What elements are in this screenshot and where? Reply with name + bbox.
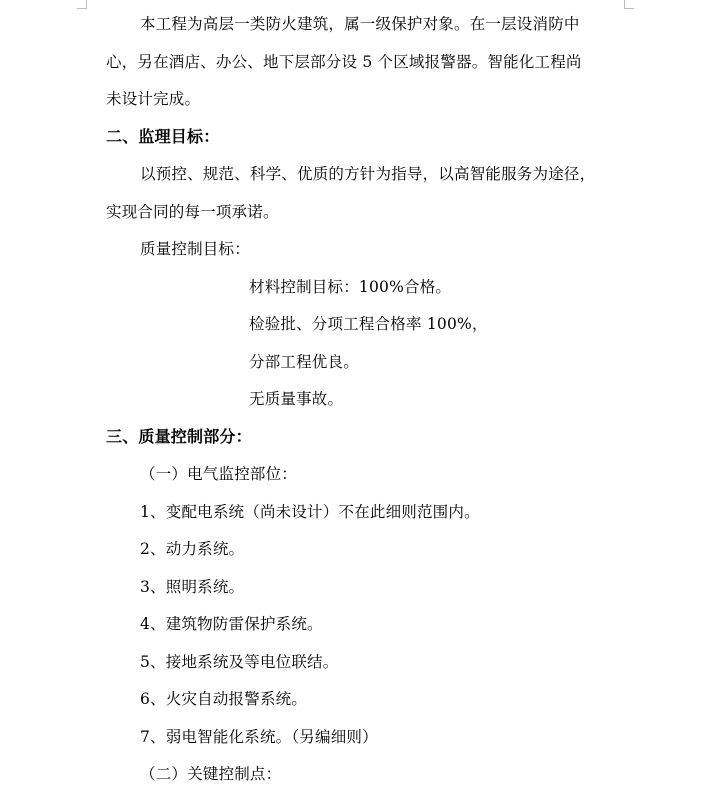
goals-paragraph-line-1: 以预控、规范、科学、优质的方针为指导，以高智能服务为途径， [140, 165, 596, 183]
list-item: 2、动力系统。 [140, 540, 245, 558]
crop-mark-top-right [624, 8, 634, 9]
list-item: 6、火灾自动报警系统。 [140, 690, 308, 708]
goal-item: 材料控制目标：100%合格。 [249, 278, 452, 296]
goals-paragraph-line-2: 实现合同的每一项承诺。 [106, 203, 279, 221]
goal-item: 分部工程优良。 [249, 353, 359, 371]
list-item: 5、接地系统及等电位联结。 [140, 653, 339, 671]
goal-item: 无质量事故。 [249, 390, 344, 408]
intro-line-2: 心，另在酒店、办公、地下层部分设 5 个区域报警器。智能化工程尚 [106, 53, 582, 71]
intro-line-3: 未设计完成。 [106, 90, 201, 108]
quality-goals-label: 质量控制目标： [140, 240, 250, 258]
section-heading-quality-control: 三、质量控制部分： [106, 427, 252, 446]
list-item: 1、变配电系统（尚未设计）不在此细则范围内。 [140, 503, 480, 521]
subsection-key-control-points: （二）关键控制点： [140, 765, 282, 783]
list-item: 3、照明系统。 [140, 578, 245, 596]
crop-mark-top-left [77, 8, 87, 9]
goal-item: 检验批、分项工程合格率 100%， [249, 315, 488, 333]
section-heading-goals: 二、监理目标： [106, 127, 220, 146]
subsection-electrical-monitoring: （一）电气监控部位： [140, 465, 298, 483]
list-item: 4、建筑物防雷保护系统。 [140, 615, 323, 633]
intro-line-1: 本工程为高层一类防火建筑，属一级保护对象。在一层设消防中 [140, 15, 580, 33]
list-item: 7、弱电智能化系统。（另编细则） [140, 728, 378, 746]
